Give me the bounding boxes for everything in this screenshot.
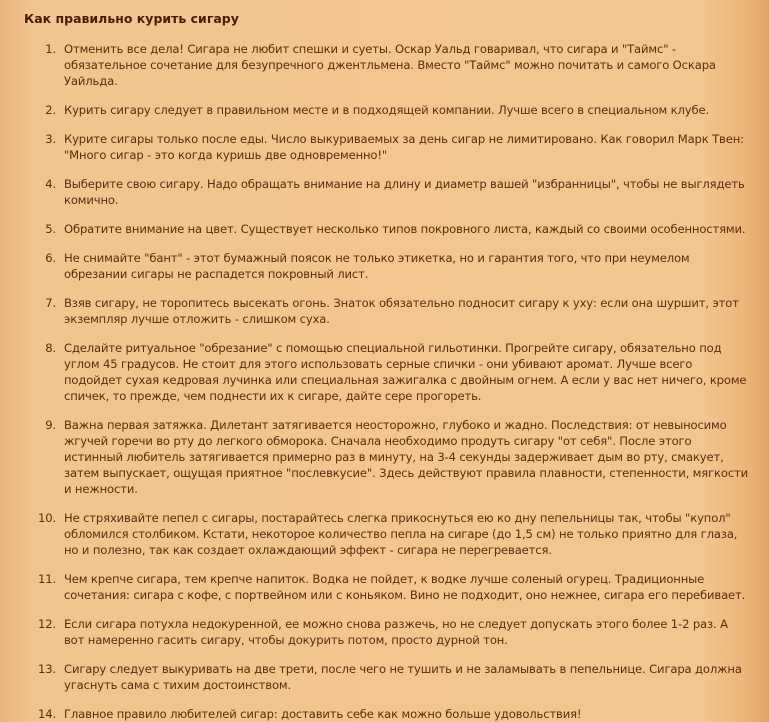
item-text: Выберите свою сигару. Надо обращать внимание на длину и диаметр вашей "избранницы", чтобы не выглядеть комично.	[64, 177, 745, 207]
list-item	[24, 616, 749, 648]
item-text: Сделайте ритуальное "обрезание" с помощью специальной гильотинки. Прогрейте сигару, обязательно под углом 45 градусов. Не стоит для этого использовать серные спички - они убивают аромат. Лучше всего подойдет сухая кедровая лучинка или специальная зажигалка с двойным огнем. А если у вас нет ничего, кроме спичек, то прежде, чем поднести их к сигаре, дайте сере прогореть.	[64, 341, 747, 403]
list-item	[24, 250, 749, 282]
item-text: Курите сигары только после еды. Число выкуриваемых за день сигар не лимитировано. Как говорил Марк Твен: "Много сигар - это когда куришь две одновременно!"	[64, 132, 744, 162]
item-text: Чем крепче сигара, тем крепче напиток. Водка не пойдет, к водке лучше соленый огурец. Традиционные сочетания: сигара с кофе, с портвейном или с коньяком. Вино не подходит, оно нежнее, сигара его перебивает.	[64, 572, 746, 602]
list-item	[24, 510, 749, 558]
item-number: 6.	[45, 251, 56, 265]
item-number: 2.	[45, 103, 56, 117]
page-title: Как правильно курить сигару	[24, 11, 239, 26]
item-number: 14.	[38, 707, 56, 721]
rules-list	[24, 41, 749, 722]
list-item	[24, 221, 749, 237]
list-item	[24, 295, 749, 327]
item-number: 5.	[45, 222, 56, 236]
item-text: Сигару следует выкуривать на две трети, после чего не тушить и не заламывать в пепельнице. Сигара должна угаснуть сама с тихим достоинством.	[64, 662, 742, 692]
item-text: Не стряхивайте пепел с сигары, постарайтесь слегка прикоснуться ею ко дну пепельницы так, чтобы "купол" обломился столбиком. Кстати, некоторое количество пепла на сигаре (до 1,5 см) не только приятно для глаза, но и полезно, так как создает охлаждающий эффект - сигара не перегревается.	[64, 511, 738, 557]
list-item	[24, 706, 749, 722]
list-item	[24, 417, 749, 497]
list-item	[24, 340, 749, 404]
list-item	[24, 571, 749, 603]
item-text: Важна первая затяжка. Дилетант затягивается неосторожно, глубоко и жадно. Последствия: от невыносимо жгучей горечи во рту до легкого обморока. Сначала необходимо продуть сигару "от себя". После этого истинный любитель затягивается примерно раз в минуту, на 3-4 секунды задерживает дым во рту, смакует, затем выпускает, ощущая приятное "послевкусие". Здесь действуют правила плавности, степенности, мягкости и нежности.	[64, 418, 749, 496]
item-number: 7.	[45, 296, 56, 310]
item-number: 1.	[45, 42, 56, 56]
item-text: Не снимайте "бант" - этот бумажный поясок не только этикетка, но и гарантия того, что при неумелом обрезании сигары не распадется покровный лист.	[64, 251, 690, 281]
list-item	[24, 661, 749, 693]
item-number: 3.	[45, 132, 56, 146]
item-number: 12.	[38, 617, 56, 631]
list-item	[24, 131, 749, 163]
item-text: Курить сигару следует в правильном месте и в подходящей компании. Лучше всего в специальном клубе.	[64, 103, 710, 117]
item-text: Главное правило любителей сигар: доставить себе как можно больше удовольствия!	[64, 707, 582, 721]
item-number: 9.	[45, 418, 56, 432]
item-number: 13.	[38, 662, 56, 676]
item-text: Если сигара потухла недокуренной, ее можно снова разжечь, но не следует допускать этого более 1-2 раз. А вот намеренно гасить сигару, чтобы докурить потом, просто дурной тон.	[64, 617, 728, 647]
list-item	[24, 102, 749, 118]
list-item	[24, 41, 749, 89]
list-item	[24, 176, 749, 208]
item-text: Отменить все дела! Сигара не любит спешки и суеты. Оскар Уальд говаривал, что сигара и "Таймс" - обязательное сочетание для безупречного джентльмена. Вместо "Таймс" можно почитать и самого Оскара Уайльда.	[64, 42, 716, 88]
item-text: Обратите внимание на цвет. Существует несколько типов покровного листа, каждый со своими особенностями.	[64, 222, 746, 236]
item-number: 8.	[45, 341, 56, 355]
item-number: 10.	[38, 511, 56, 525]
item-number: 11.	[38, 572, 56, 586]
item-text: Взяв сигару, не торопитесь высекать огонь. Знаток обязательно подносит сигару к уху: если она шуршит, этот экземпляр лучше отложить - слишком суха.	[64, 296, 739, 326]
item-number: 4.	[45, 177, 56, 191]
